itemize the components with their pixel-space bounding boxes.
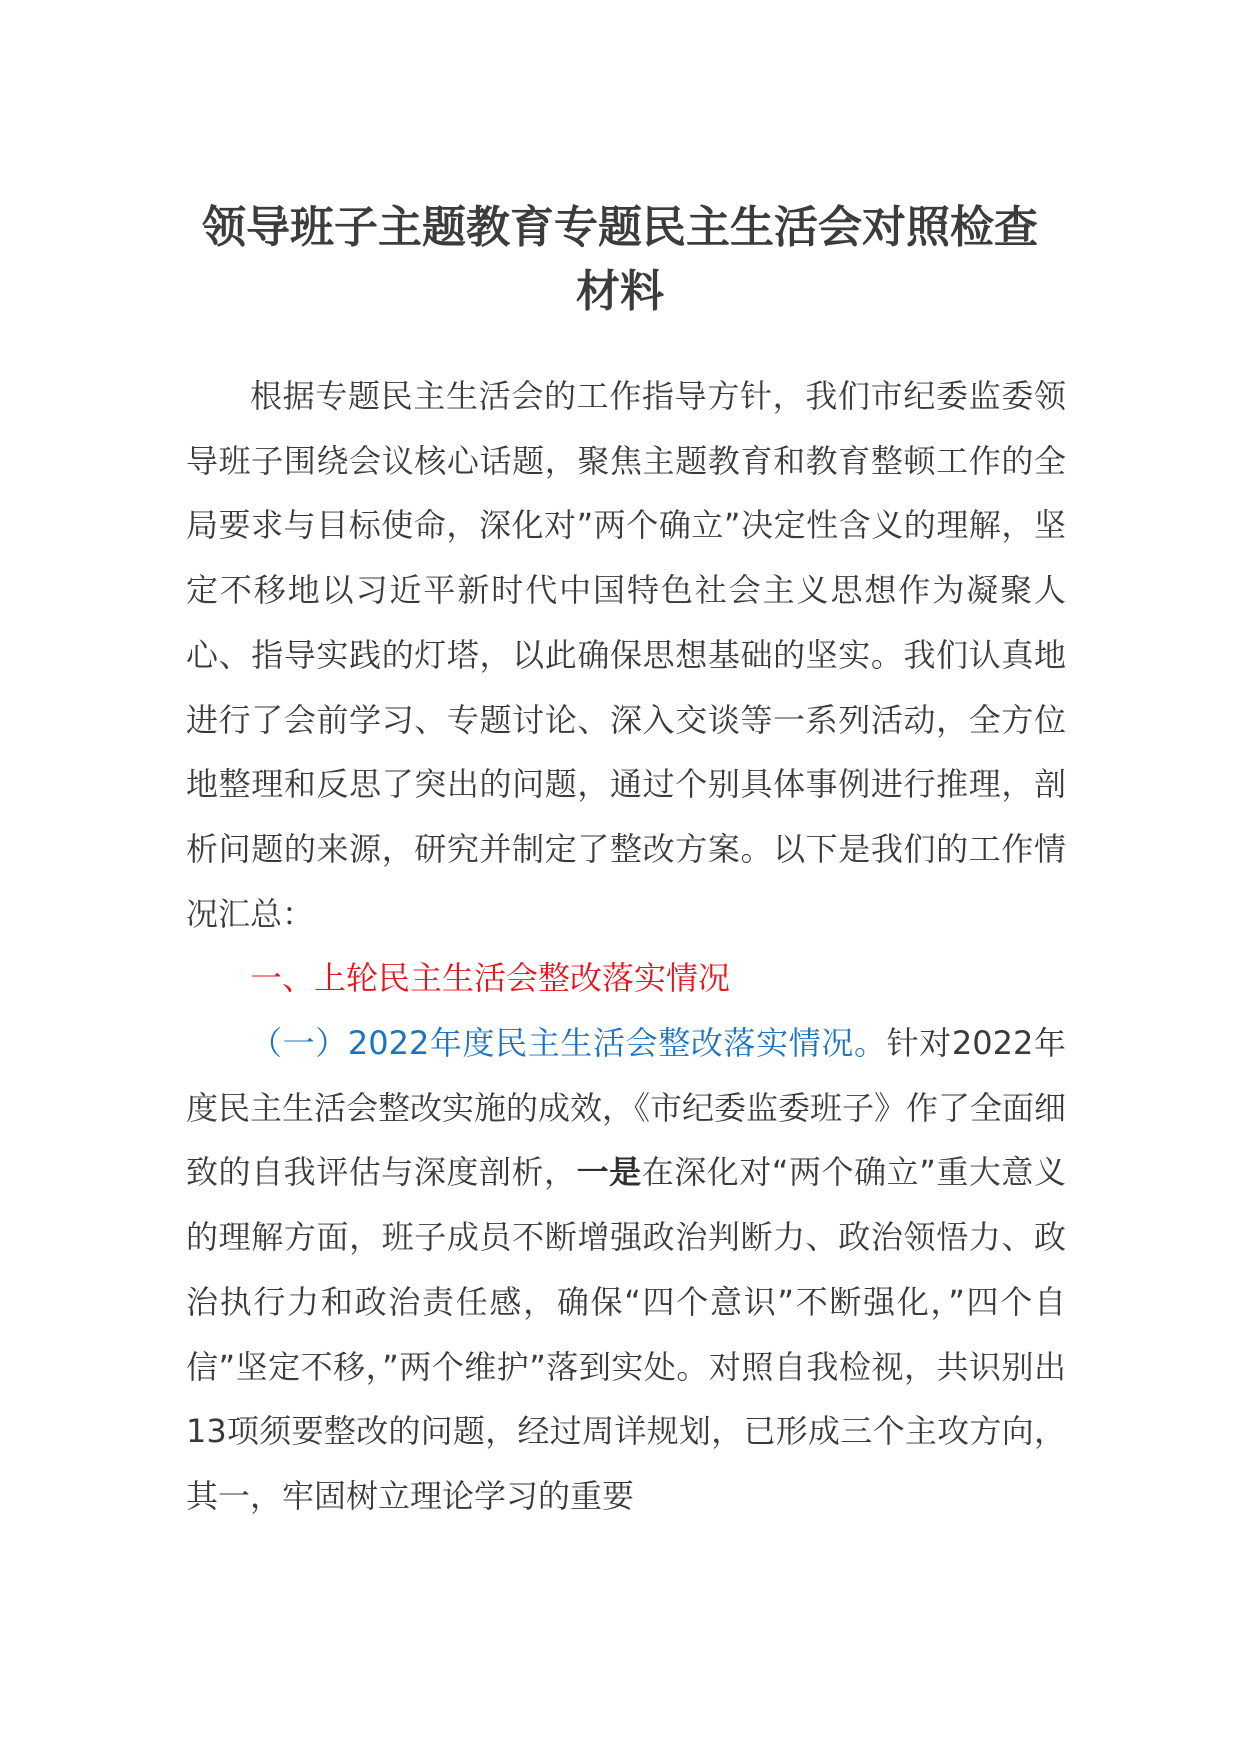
document-body: [186, 364, 1066, 1529]
subsection-text-after-emphasis: 在深化对“两个确立”重大意义的理解方面，班子成员不断增强政治判断力、政治领悟力、政治执行力和政治责任感，确保“四个意识”不断强化，”四个自信”坚定不移，”两个维护”落到实处。对照自我检视，共识别出13项须要整改的问题，经过周详规划，已形成三个主攻方向，其一，牢固树立理论学习的重要: [186, 1153, 1066, 1515]
subsection-text-before-emphasis: 针对2022年度民主生活会整改实施的成效，《市纪委监委班子》作了全面细致的自我评估与深度剖析，: [186, 1024, 1067, 1192]
section-heading: 一、上轮民主生活会整改落实情况: [250, 959, 731, 998]
emphasis-marker: 一是: [576, 1153, 642, 1192]
document-title: 领导班子主题教育专题民主生活会对照检查材料: [202, 202, 1038, 317]
intro-paragraph: 根据专题民主生活会的工作指导方针，我们市纪委监委领导班子围绕会议核心话题，聚焦主题教育和教育整顿工作的全局要求与目标使命，深化对”两个确立”决定性含义的理解，坚定不移地以习近平新时代中国特色社会主义思想作为凝聚人心、指导实践的灯塔，以此确保思想基础的坚实。我们认真地进行了会前学习、专题讨论、深入交谈等一系列活动，全方位地整理和反思了突出的问题，通过个别具体事例进行推理，剖析问题的来源，研究并制定了整改方案。以下是我们的工作情况汇总：: [186, 377, 1066, 933]
subsection-paragraph: [186, 1011, 1066, 1529]
subsection-heading: （一）2022年度民主生活会整改落实情况。: [250, 1024, 887, 1063]
